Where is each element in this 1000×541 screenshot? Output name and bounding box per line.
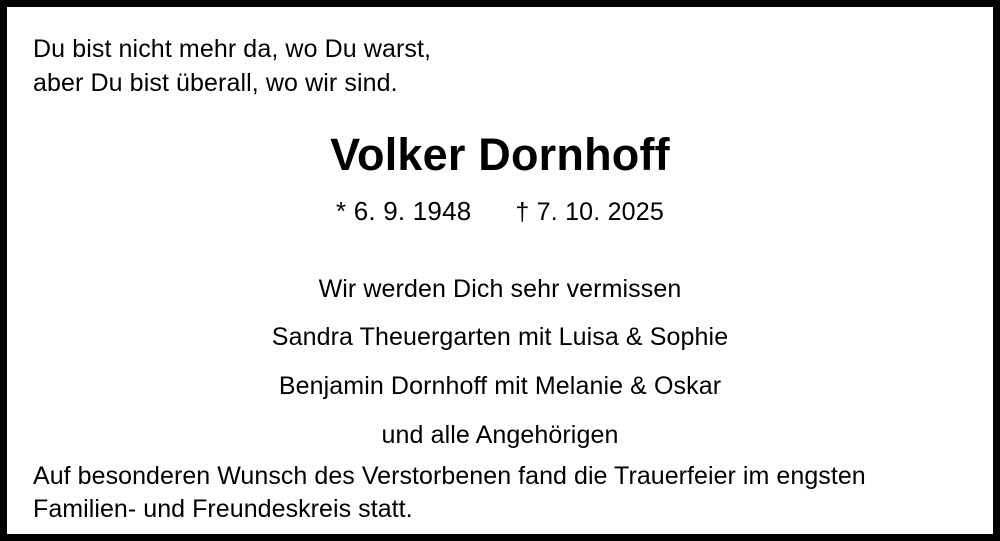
footer-line-2: Familien- und Freundeskreis statt. bbox=[33, 495, 413, 523]
mourning-line-2: Sandra Theuergarten mit Luisa & Sophie bbox=[271, 323, 729, 352]
funeral-notice-footer bbox=[33, 460, 969, 537]
memorial-center-block bbox=[31, 130, 969, 460]
mourning-message bbox=[31, 265, 969, 460]
mourning-line-4: und alle Angehörigen bbox=[381, 420, 619, 449]
death-date: † 7. 10. 2025 bbox=[515, 197, 664, 226]
footer-line-1: Auf besonderen Wunsch des Verstorbenen fand die Trauerfeier im engsten bbox=[33, 461, 866, 490]
epitaph-line-2: aber Du bist überall, wo wir sind. bbox=[33, 68, 398, 97]
life-dates bbox=[31, 196, 969, 227]
birth-date: * 6. 9. 1948 bbox=[336, 195, 472, 226]
mourning-line-1: Wir werden Dich sehr vermissen bbox=[318, 274, 682, 303]
deceased-name: Volker Dornhoff bbox=[330, 129, 670, 180]
epitaph-line-1: Du bist nicht mehr da, wo Du warst, bbox=[33, 35, 432, 63]
epitaph-quote bbox=[33, 33, 969, 100]
mourning-line-3: Benjamin Dornhoff mit Melanie & Oskar bbox=[278, 372, 722, 400]
